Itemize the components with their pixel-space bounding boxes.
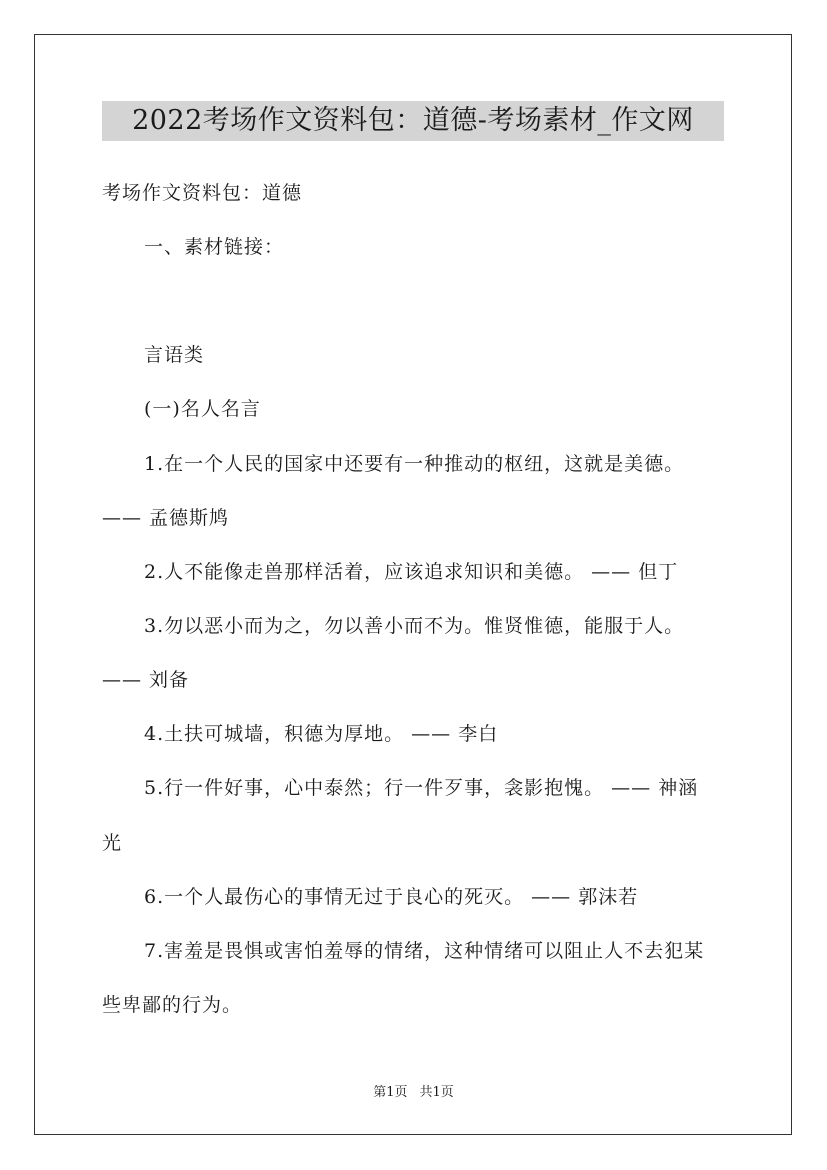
quote-line: 2.人不能像走兽那样活着，应该追求知识和美德。 —— 但丁 (144, 561, 679, 583)
page-footer (0, 1084, 827, 1102)
quote-line: 6.一个人最伤心的事情无过于良心的死灭。 —— 郭沫若 (144, 886, 639, 908)
category-heading: 言语类 (144, 344, 205, 366)
quote-attribution: —— 孟德斯鸠 (102, 507, 230, 529)
quote-line: 1.在一个人民的国家中还要有一种推动的枢纽，这就是美德。 (144, 453, 685, 475)
page-number: 第1页 (373, 1085, 408, 1100)
quote-line: 7.害羞是畏惧或害怕羞辱的情绪，这种情绪可以阻止人不去犯某 (144, 940, 705, 962)
subcategory-heading: (一)名人名言 (144, 398, 261, 420)
section-heading: 一、素材链接： (144, 236, 285, 258)
quote-line: 4.土扶可城墙，积德为厚地。 —— 李白 (144, 723, 499, 745)
subtitle-line: 考场作文资料包：道德 (102, 182, 303, 204)
quote-continuation: 些卑鄙的行为。 (102, 994, 243, 1016)
quote-attribution: —— 刘备 (102, 669, 190, 691)
quote-line: 5.行一件好事，心中泰然；行一件歹事，衾影抱愧。 —— 神涵 (144, 777, 699, 799)
document-title: 2022考场作文资料包：道德-考场素材_作文网 (102, 101, 724, 141)
quote-continuation: 光 (102, 832, 123, 854)
page-total: 共1页 (419, 1085, 454, 1100)
quote-line: 3.勿以恶小而为之，勿以善小而不为。惟贤惟德，能服于人。 (144, 615, 685, 637)
